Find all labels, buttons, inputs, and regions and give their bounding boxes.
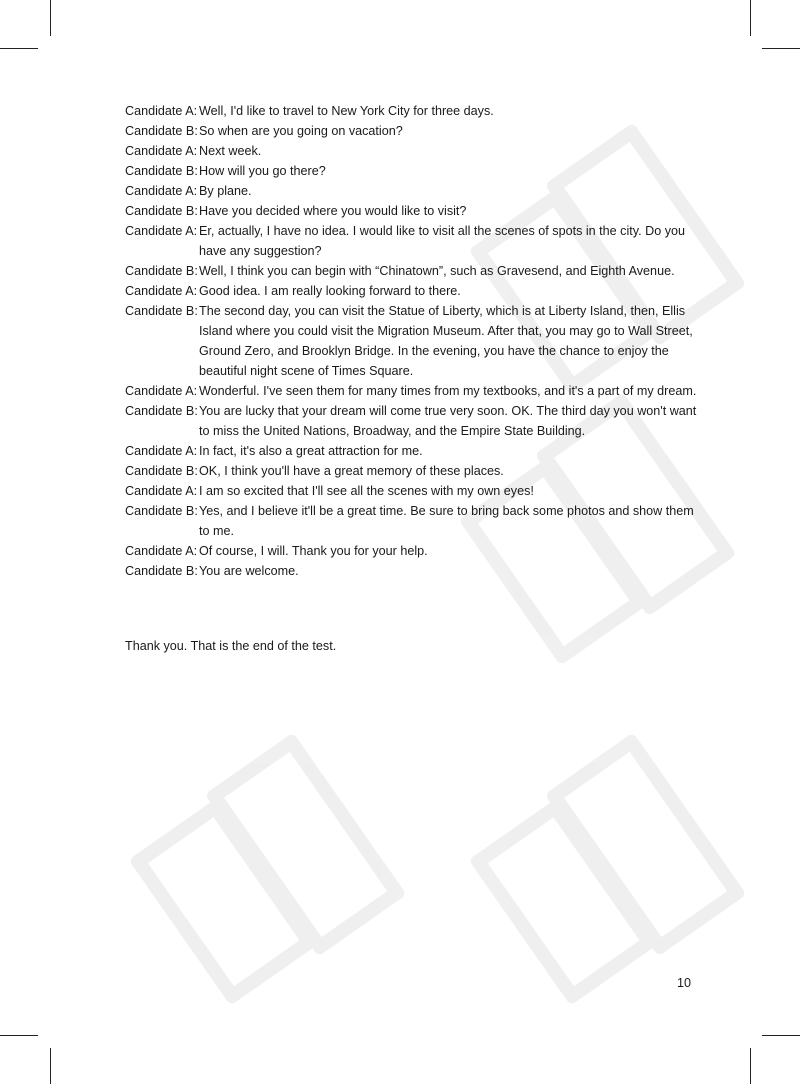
speaker: Candidate B: bbox=[125, 124, 198, 138]
utterance: Well, I'd like to travel to New York City for three days. bbox=[199, 104, 494, 118]
utterance: Yes, and I believe it'll be a great time. Be sure to bring back some photos and show them to me. bbox=[199, 504, 694, 538]
dialogue-line bbox=[125, 461, 705, 481]
utterance: By plane. bbox=[199, 184, 252, 198]
utterance: Well, I think you can begin with “Chinatown”, such as Gravesend, and Eighth Avenue. bbox=[199, 264, 675, 278]
utterance: Of course, I will. Thank you for your help. bbox=[199, 544, 428, 558]
speaker: Candidate B: bbox=[125, 164, 198, 178]
closing-statement: Thank you. That is the end of the test. bbox=[125, 638, 337, 653]
utterance: In fact, it's also a great attraction for me. bbox=[199, 444, 423, 458]
crop-mark-top-right-v bbox=[750, 0, 751, 36]
crop-mark-top-right-h bbox=[762, 48, 800, 49]
crop-mark-bottom-left-v bbox=[50, 1048, 51, 1084]
utterance: You are welcome. bbox=[199, 564, 299, 578]
utterance: Have you decided where you would like to visit? bbox=[199, 204, 467, 218]
speaker: Candidate A: bbox=[125, 444, 198, 458]
crop-mark-bottom-right-v bbox=[750, 1048, 751, 1084]
dialogue-line bbox=[125, 141, 705, 161]
speaker: Candidate B: bbox=[125, 464, 198, 478]
crop-mark-bottom-left-h bbox=[0, 1035, 38, 1036]
speaker: Candidate B: bbox=[125, 404, 198, 418]
utterance: OK, I think you'll have a great memory of these places. bbox=[199, 464, 504, 478]
dialogue-line bbox=[125, 561, 705, 581]
page-number: 10 bbox=[677, 976, 692, 990]
watermark bbox=[435, 715, 755, 1035]
dialogue-line bbox=[125, 221, 705, 261]
speaker: Candidate A: bbox=[125, 224, 198, 238]
crop-mark-bottom-right-h bbox=[762, 1035, 800, 1036]
dialogue-line bbox=[125, 161, 705, 181]
speaker: Candidate B: bbox=[125, 504, 198, 518]
dialogue-line bbox=[125, 541, 705, 561]
speaker: Candidate B: bbox=[125, 204, 198, 218]
dialogue-transcript bbox=[125, 101, 705, 581]
speaker: Candidate A: bbox=[125, 284, 198, 298]
utterance: You are lucky that your dream will come true very soon. OK. The third day you won't want to miss the United Nations, Broadway, and the Empire State Building. bbox=[199, 404, 697, 438]
dialogue-line bbox=[125, 101, 705, 121]
dialogue-line bbox=[125, 501, 705, 541]
utterance: The second day, you can visit the Statue of Liberty, which is at Liberty Island, then, Ellis Island where you could visit the Migration Museum. After that, you may go to Wall Street, Ground Zero, and Brooklyn Bridge. In the evening, you have the chance to enjoy the beautiful night scene of Times Square. bbox=[199, 304, 693, 378]
dialogue-line bbox=[125, 261, 705, 281]
dialogue-line bbox=[125, 181, 705, 201]
crop-mark-top-left-h bbox=[0, 48, 38, 49]
speaker: Candidate A: bbox=[125, 484, 198, 498]
utterance: So when are you going on vacation? bbox=[199, 124, 403, 138]
utterance: Good idea. I am really looking forward to there. bbox=[199, 284, 461, 298]
dialogue-line bbox=[125, 401, 705, 441]
speaker: Candidate A: bbox=[125, 384, 198, 398]
watermark bbox=[95, 715, 415, 1035]
dialogue-line bbox=[125, 381, 705, 401]
utterance: Wonderful. I've seen them for many times from my textbooks, and it's a part of my dream. bbox=[199, 384, 697, 398]
speaker: Candidate A: bbox=[125, 184, 198, 198]
dialogue-line bbox=[125, 281, 705, 301]
crop-mark-top-left-v bbox=[50, 0, 51, 36]
speaker: Candidate B: bbox=[125, 564, 198, 578]
utterance: Er, actually, I have no idea. I would like to visit all the scenes of spots in the city. Do you have any suggestion? bbox=[199, 224, 686, 258]
dialogue-line bbox=[125, 441, 705, 461]
speaker: Candidate A: bbox=[125, 144, 198, 158]
dialogue-line bbox=[125, 121, 705, 141]
utterance: Next week. bbox=[199, 144, 262, 158]
dialogue-line bbox=[125, 481, 705, 501]
utterance: How will you go there? bbox=[199, 164, 326, 178]
dialogue-line bbox=[125, 201, 705, 221]
dialogue-line bbox=[125, 301, 705, 381]
speaker: Candidate B: bbox=[125, 264, 198, 278]
utterance: I am so excited that I'll see all the scenes with my own eyes! bbox=[199, 484, 534, 498]
speaker: Candidate A: bbox=[125, 104, 198, 118]
speaker: Candidate B: bbox=[125, 304, 198, 318]
speaker: Candidate A: bbox=[125, 544, 198, 558]
